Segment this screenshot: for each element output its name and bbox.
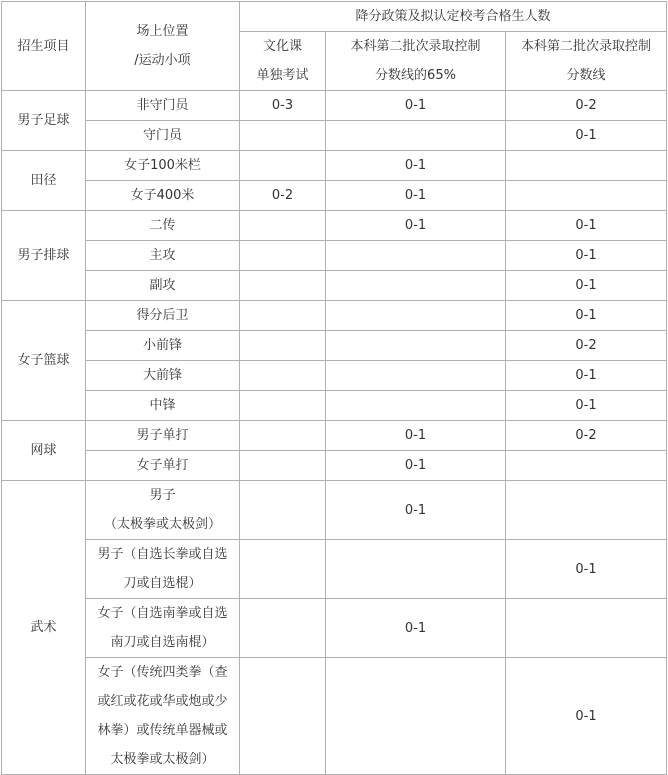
line-cell: 0-2: [506, 91, 667, 121]
p65-cell: 0-1: [326, 181, 506, 211]
line-cell: 0-1: [506, 121, 667, 151]
exam-cell: [240, 421, 326, 451]
table-row: [2, 451, 667, 481]
header-row-1: [2, 2, 667, 32]
header-col-line-line: 本科第二批次录取控制: [521, 39, 652, 54]
position-cell: [86, 271, 240, 301]
exam-cell: [240, 151, 326, 181]
position-cell: [86, 241, 240, 271]
position-cell: [86, 391, 240, 421]
line-cell: 0-2: [506, 421, 667, 451]
exam-cell: [240, 451, 326, 481]
category-cell: 武术: [2, 481, 86, 775]
table-row: [2, 331, 667, 361]
header-col-65-line: 分数线的65%: [375, 68, 456, 83]
position-cell: [86, 361, 240, 391]
exam-cell: [240, 331, 326, 361]
exam-cell: [240, 301, 326, 331]
exam-cell: [240, 211, 326, 241]
table-row: [2, 271, 667, 301]
position-line: （太极拳或太极剑）: [103, 517, 221, 532]
category-cell: 网球: [2, 421, 86, 481]
p65-cell: 0-1: [326, 211, 506, 241]
header-col-line-line: 分数线: [566, 68, 606, 83]
line-cell: 0-1: [506, 301, 667, 331]
position-line: 男子（自选长拳或自选: [97, 547, 228, 562]
position-line: 刀或自选棍）: [123, 576, 202, 591]
line-cell: 0-1: [506, 391, 667, 421]
p65-cell: 0-1: [326, 451, 506, 481]
position-line: 非守门员: [136, 98, 189, 113]
line-cell: 0-2: [506, 331, 667, 361]
p65-cell: [326, 331, 506, 361]
category-cell: 男子排球: [2, 211, 86, 301]
p65-cell: [326, 658, 506, 775]
header-col-line: [506, 32, 667, 91]
exam-cell: [240, 361, 326, 391]
p65-cell: 0-1: [326, 151, 506, 181]
exam-cell: 0-3: [240, 91, 326, 121]
header-position: [86, 2, 240, 91]
position-line: 或红或花或华或炮或少: [97, 694, 228, 709]
position-line: 太极拳或太极剑）: [110, 752, 215, 767]
line-cell: 0-1: [506, 241, 667, 271]
p65-cell: [326, 241, 506, 271]
position-line: 得分后卫: [136, 308, 189, 323]
p65-cell: [326, 301, 506, 331]
exam-cell: [240, 481, 326, 540]
p65-cell: [326, 121, 506, 151]
position-line: 小前锋: [142, 338, 182, 353]
header-col-exam-line: 单独考试: [256, 68, 309, 83]
header-col-65-line: 本科第二批次录取控制: [350, 39, 481, 54]
position-line: 主攻: [149, 248, 176, 263]
table-row: [2, 481, 667, 540]
position-cell: [86, 121, 240, 151]
table-row: [2, 658, 667, 775]
position-line: 女子400米: [130, 188, 195, 203]
table-row: [2, 121, 667, 151]
category-cell: 男子足球: [2, 91, 86, 151]
position-line: 南刀或自选南棍）: [110, 635, 215, 650]
position-line: 女子单打: [136, 458, 189, 473]
exam-cell: [240, 121, 326, 151]
category-cell: 田径: [2, 151, 86, 211]
line-cell: 0-1: [506, 211, 667, 241]
position-line: 守门员: [142, 128, 182, 143]
exam-cell: [240, 599, 326, 658]
table-row: [2, 181, 667, 211]
exam-cell: [240, 540, 326, 599]
line-cell: [506, 599, 667, 658]
position-cell: [86, 421, 240, 451]
position-cell: [86, 658, 240, 775]
line-cell: [506, 151, 667, 181]
exam-cell: [240, 271, 326, 301]
exam-cell: [240, 241, 326, 271]
header-col-exam: [240, 32, 326, 91]
position-line: 大前锋: [142, 368, 182, 383]
position-cell: [86, 91, 240, 121]
table-row: [2, 91, 667, 121]
p65-cell: [326, 540, 506, 599]
p65-cell: 0-1: [326, 421, 506, 451]
position-cell: [86, 481, 240, 540]
position-line: 副攻: [149, 278, 176, 293]
position-cell: [86, 331, 240, 361]
table-row: [2, 151, 667, 181]
position-line: 中锋: [149, 398, 176, 413]
line-cell: 0-1: [506, 361, 667, 391]
position-line: 二传: [149, 218, 176, 233]
position-cell: [86, 211, 240, 241]
header-col-exam-line: 文化课: [262, 39, 302, 54]
p65-cell: [326, 391, 506, 421]
position-line: 男子: [149, 488, 176, 503]
header-position-line: /运动小项: [134, 53, 191, 68]
table-row: [2, 421, 667, 451]
category-cell: 女子篮球: [2, 301, 86, 421]
position-line: 女子（自选南拳或自选: [97, 606, 228, 621]
p65-cell: 0-1: [326, 91, 506, 121]
line-cell: 0-1: [506, 540, 667, 599]
position-cell: [86, 540, 240, 599]
position-cell: [86, 151, 240, 181]
table-row: [2, 599, 667, 658]
table-row: [2, 391, 667, 421]
table-row: [2, 361, 667, 391]
position-line: 女子100米栏: [124, 158, 201, 173]
position-line: 林拳）或传统单器械或: [97, 723, 228, 738]
line-cell: 0-1: [506, 658, 667, 775]
header-policy-group: 降分政策及拟认定校考合格生人数: [240, 2, 667, 32]
header-category: 招生项目: [2, 2, 86, 91]
line-cell: [506, 481, 667, 540]
position-line: 男子单打: [136, 428, 189, 443]
table-row: [2, 540, 667, 599]
position-cell: [86, 181, 240, 211]
p65-cell: [326, 361, 506, 391]
exam-cell: [240, 658, 326, 775]
position-line: 女子（传统四类拳（查: [97, 665, 228, 680]
header-position-line: 场上位置: [136, 24, 189, 39]
p65-cell: 0-1: [326, 481, 506, 540]
position-cell: [86, 451, 240, 481]
table-row: [2, 211, 667, 241]
p65-cell: 0-1: [326, 599, 506, 658]
line-cell: [506, 181, 667, 211]
exam-cell: [240, 391, 326, 421]
header-col-65: [326, 32, 506, 91]
table-row: [2, 241, 667, 271]
line-cell: 0-1: [506, 271, 667, 301]
exam-cell: 0-2: [240, 181, 326, 211]
position-cell: [86, 599, 240, 658]
p65-cell: [326, 271, 506, 301]
position-cell: [86, 301, 240, 331]
line-cell: [506, 451, 667, 481]
table-row: [2, 301, 667, 331]
admission-table: [1, 1, 667, 775]
